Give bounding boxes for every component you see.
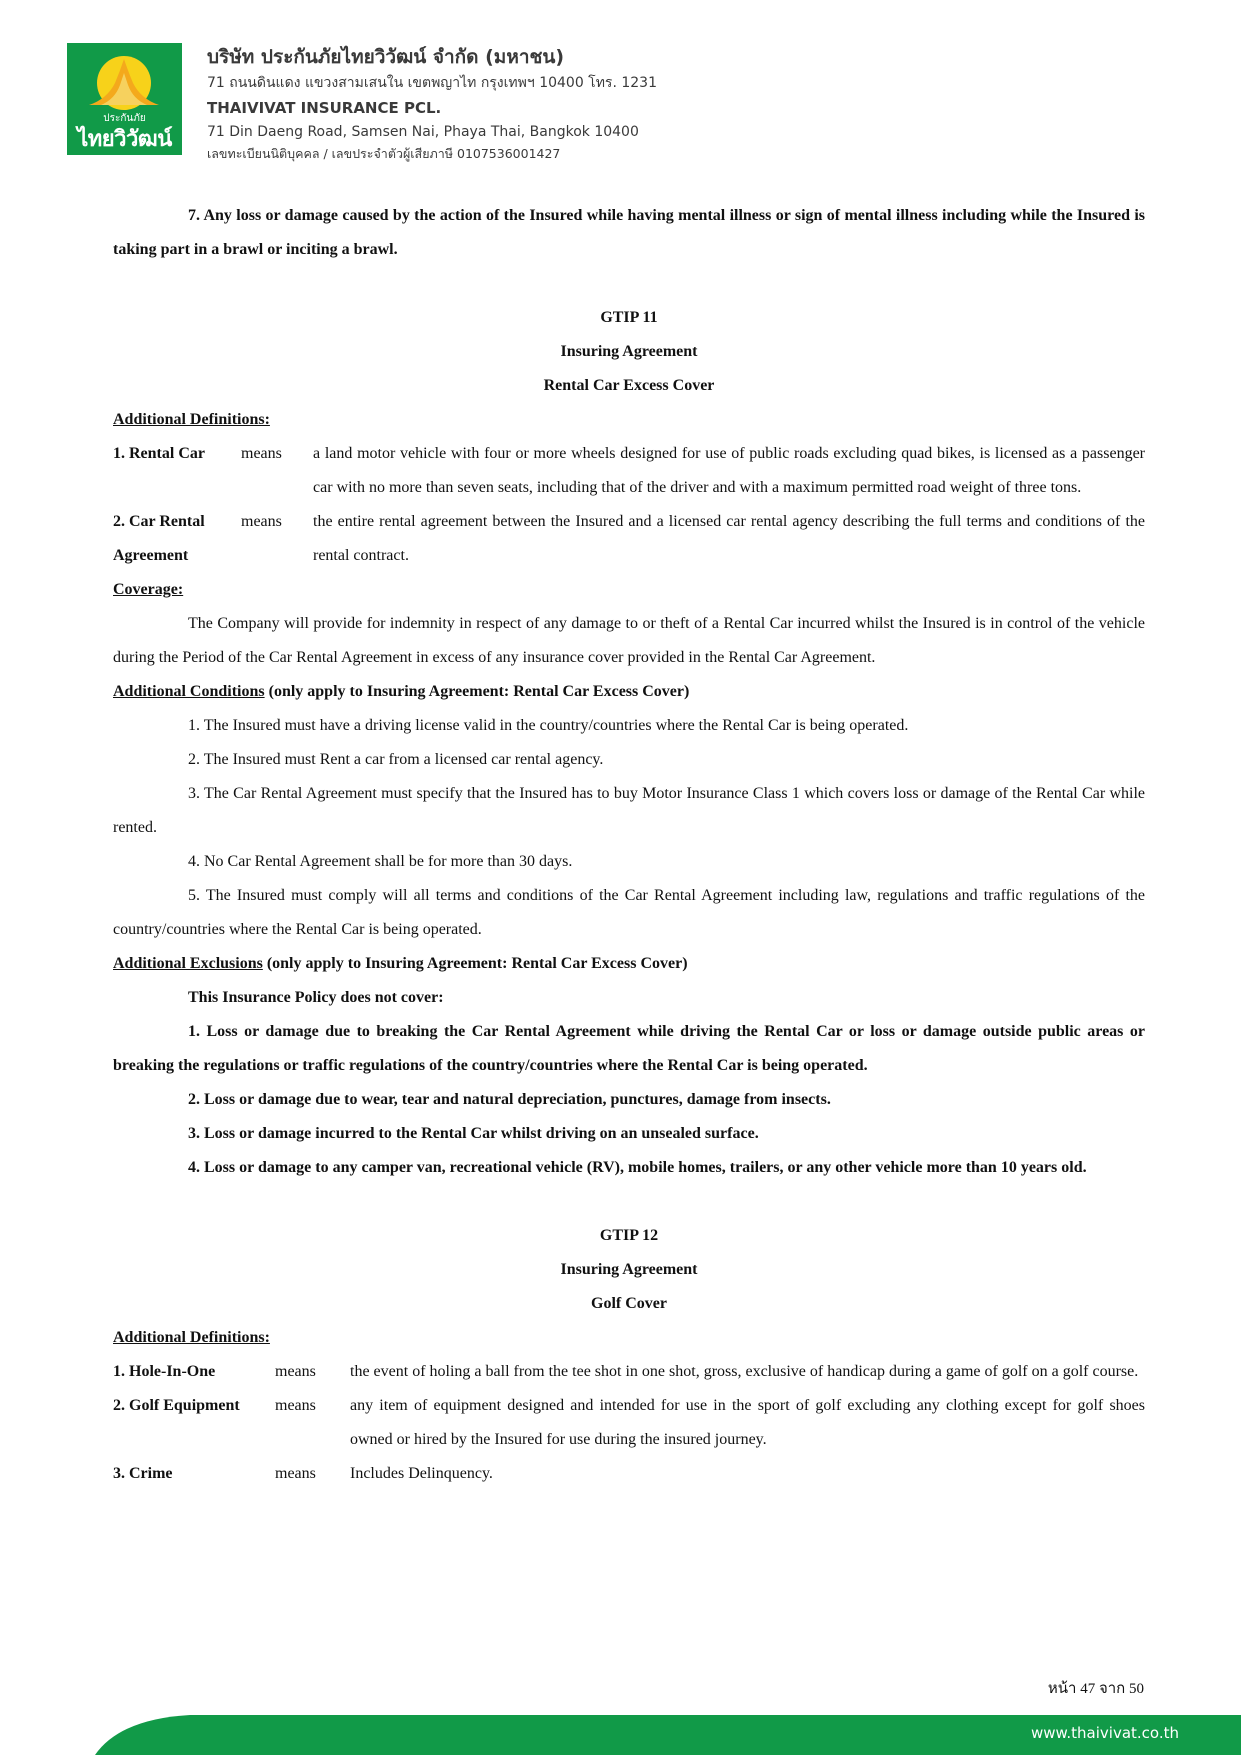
logo-small-text: ประกันภัย [103, 113, 146, 124]
definition-means: means [241, 445, 282, 462]
gtip12-code: GTIP 12 [599, 1227, 659, 1244]
definition-term: 1. Rental Car [113, 445, 205, 462]
letterhead [67, 43, 1167, 161]
exclusions-heading [113, 947, 1145, 981]
definition-term: 2. Golf Equipment [113, 1397, 240, 1414]
definition-text: a land motor vehicle with four or more wheels designed for use of public roads excluding quad bikes, is licensed as a passenger car with no more than seven seats, including that of the driver and with a maximum permitted road weight of three tons. [313, 445, 1145, 496]
gtip11-definitions-label: Additional Definitions: [113, 411, 270, 428]
definition-means: means [275, 1363, 316, 1380]
conditions-heading [113, 675, 1145, 709]
company-registration: เลขทะเบียนนิติบุคคล / เลขประจำตัวผู้เสียภาษี 0107536001427 [207, 146, 561, 161]
gtip12-title: Golf Cover [591, 1295, 667, 1312]
coverage-label: Coverage: [113, 581, 184, 598]
company-info [207, 43, 657, 164]
condition-item: 3. The Car Rental Agreement must specify that the Insured has to buy Motor Insurance Class 1 which covers loss or damage of the Rental Car while rented. [113, 785, 1145, 836]
exclusions-suffix: (only apply to Insuring Agreement: Rental Car Excess Cover) [262, 955, 688, 972]
exclusion-item: 3. Loss or damage incurred to the Rental Car whilst driving on an unsealed surface. [188, 1125, 759, 1142]
definition-means: means [275, 1465, 316, 1482]
definition-means: means [241, 513, 282, 530]
condition-item: 5. The Insured must comply will all terms and conditions of the Car Rental Agreement including law, regulations and traffic regulations of the country/countries where the Rental Car is being operated. [113, 887, 1145, 938]
condition-item: 1. The Insured must have a driving license valid in the country/countries where the Rental Car is being operated. [188, 717, 909, 734]
company-address-en: 71 Din Daeng Road, Samsen Nai, Phaya Thai, Bangkok 10400 [207, 124, 639, 140]
document-body [113, 199, 1145, 1491]
definition-golf-equipment [113, 1389, 1145, 1457]
exclusions-label: Additional Exclusions [113, 955, 263, 972]
page-number: หน้า 47 จาก 50 [1047, 1681, 1144, 1697]
definition-hole-in-one [113, 1355, 1145, 1389]
definition-car-rental-agreement [113, 505, 1145, 573]
definition-term: 3. Crime [113, 1465, 173, 1482]
definition-text: the event of holing a ball from the tee shot in one shot, gross, exclusive of handicap during a game of golf on a golf course. [350, 1363, 1139, 1380]
company-name-en: THAIVIVAT INSURANCE PCL. [207, 99, 442, 117]
exclusion-item: 1. Loss or damage due to breaking the Car Rental Agreement while driving the Rental Car or loss or damage outside public areas or breaking the regulations or traffic regulations of the country/countries where the Rental Car is being operated. [113, 1023, 1145, 1074]
exclusion-item: 2. Loss or damage due to wear, tear and natural depreciation, punctures, damage from insects. [188, 1091, 831, 1108]
conditions-suffix: (only apply to Insuring Agreement: Rental Car Excess Cover) [264, 683, 690, 700]
definition-means: means [275, 1397, 316, 1414]
exclusion-item: 4. Loss or damage to any camper van, recreational vehicle (RV), mobile homes, trailers, or any other vehicle more than 10 years old. [188, 1159, 1087, 1176]
definition-rental-car [113, 437, 1145, 505]
definition-term: 2. Car Rental Agreement [113, 513, 205, 564]
company-name-th: บริษัท ประกันภัยไทยวิวัฒน์ จำกัด (มหาชน) [207, 46, 565, 68]
website-link[interactable]: www.thaivivat.co.th [1030, 1724, 1179, 1742]
definition-text: the entire rental agreement between the Insured and a licensed car rental agency describing the full terms and conditions of the rental contract. [313, 513, 1145, 564]
gtip12-definitions-label: Additional Definitions: [113, 1329, 270, 1346]
definition-term: 1. Hole-In-One [113, 1363, 216, 1380]
gtip11-title: Rental Car Excess Cover [543, 377, 715, 394]
conditions-label: Additional Conditions [113, 683, 265, 700]
exclusions-intro: This Insurance Policy does not cover: [188, 989, 444, 1006]
condition-item: 4. No Car Rental Agreement shall be for more than 30 days. [188, 853, 573, 870]
logo-brand-text: ไทยวิวัฒน์ [77, 127, 172, 152]
gtip12-heading: Insuring Agreement [560, 1261, 698, 1278]
company-logo [67, 43, 182, 155]
condition-item: 2. The Insured must Rent a car from a licensed car rental agency. [188, 751, 604, 768]
gtip11-heading: Insuring Agreement [560, 343, 698, 360]
definition-text: Includes Delinquency. [350, 1465, 493, 1482]
definition-crime [113, 1457, 1145, 1491]
gtip11-code: GTIP 11 [600, 309, 658, 326]
exclusion-item-7: 7. Any loss or damage caused by the action of the Insured while having mental illness or sign of mental illness including while the Insured is taking part in a brawl or inciting a brawl. [113, 207, 1145, 258]
coverage-text: The Company will provide for indemnity in respect of any damage to or theft of a Rental Car incurred whilst the Insured is in control of the vehicle during the Period of the Car Rental Agreement in excess of any insurance cover provided in the Rental Car Agreement. [113, 615, 1145, 666]
definition-text: any item of equipment designed and intended for use in the sport of golf excluding any clothing except for golf shoes owned or hired by the Insured for use during the insured journey. [350, 1397, 1145, 1448]
company-address-th: 71 ถนนดินแดง แขวงสามเสนใน เขตพญาไท กรุงเทพฯ 10400 โทร. 1231 [207, 75, 657, 91]
